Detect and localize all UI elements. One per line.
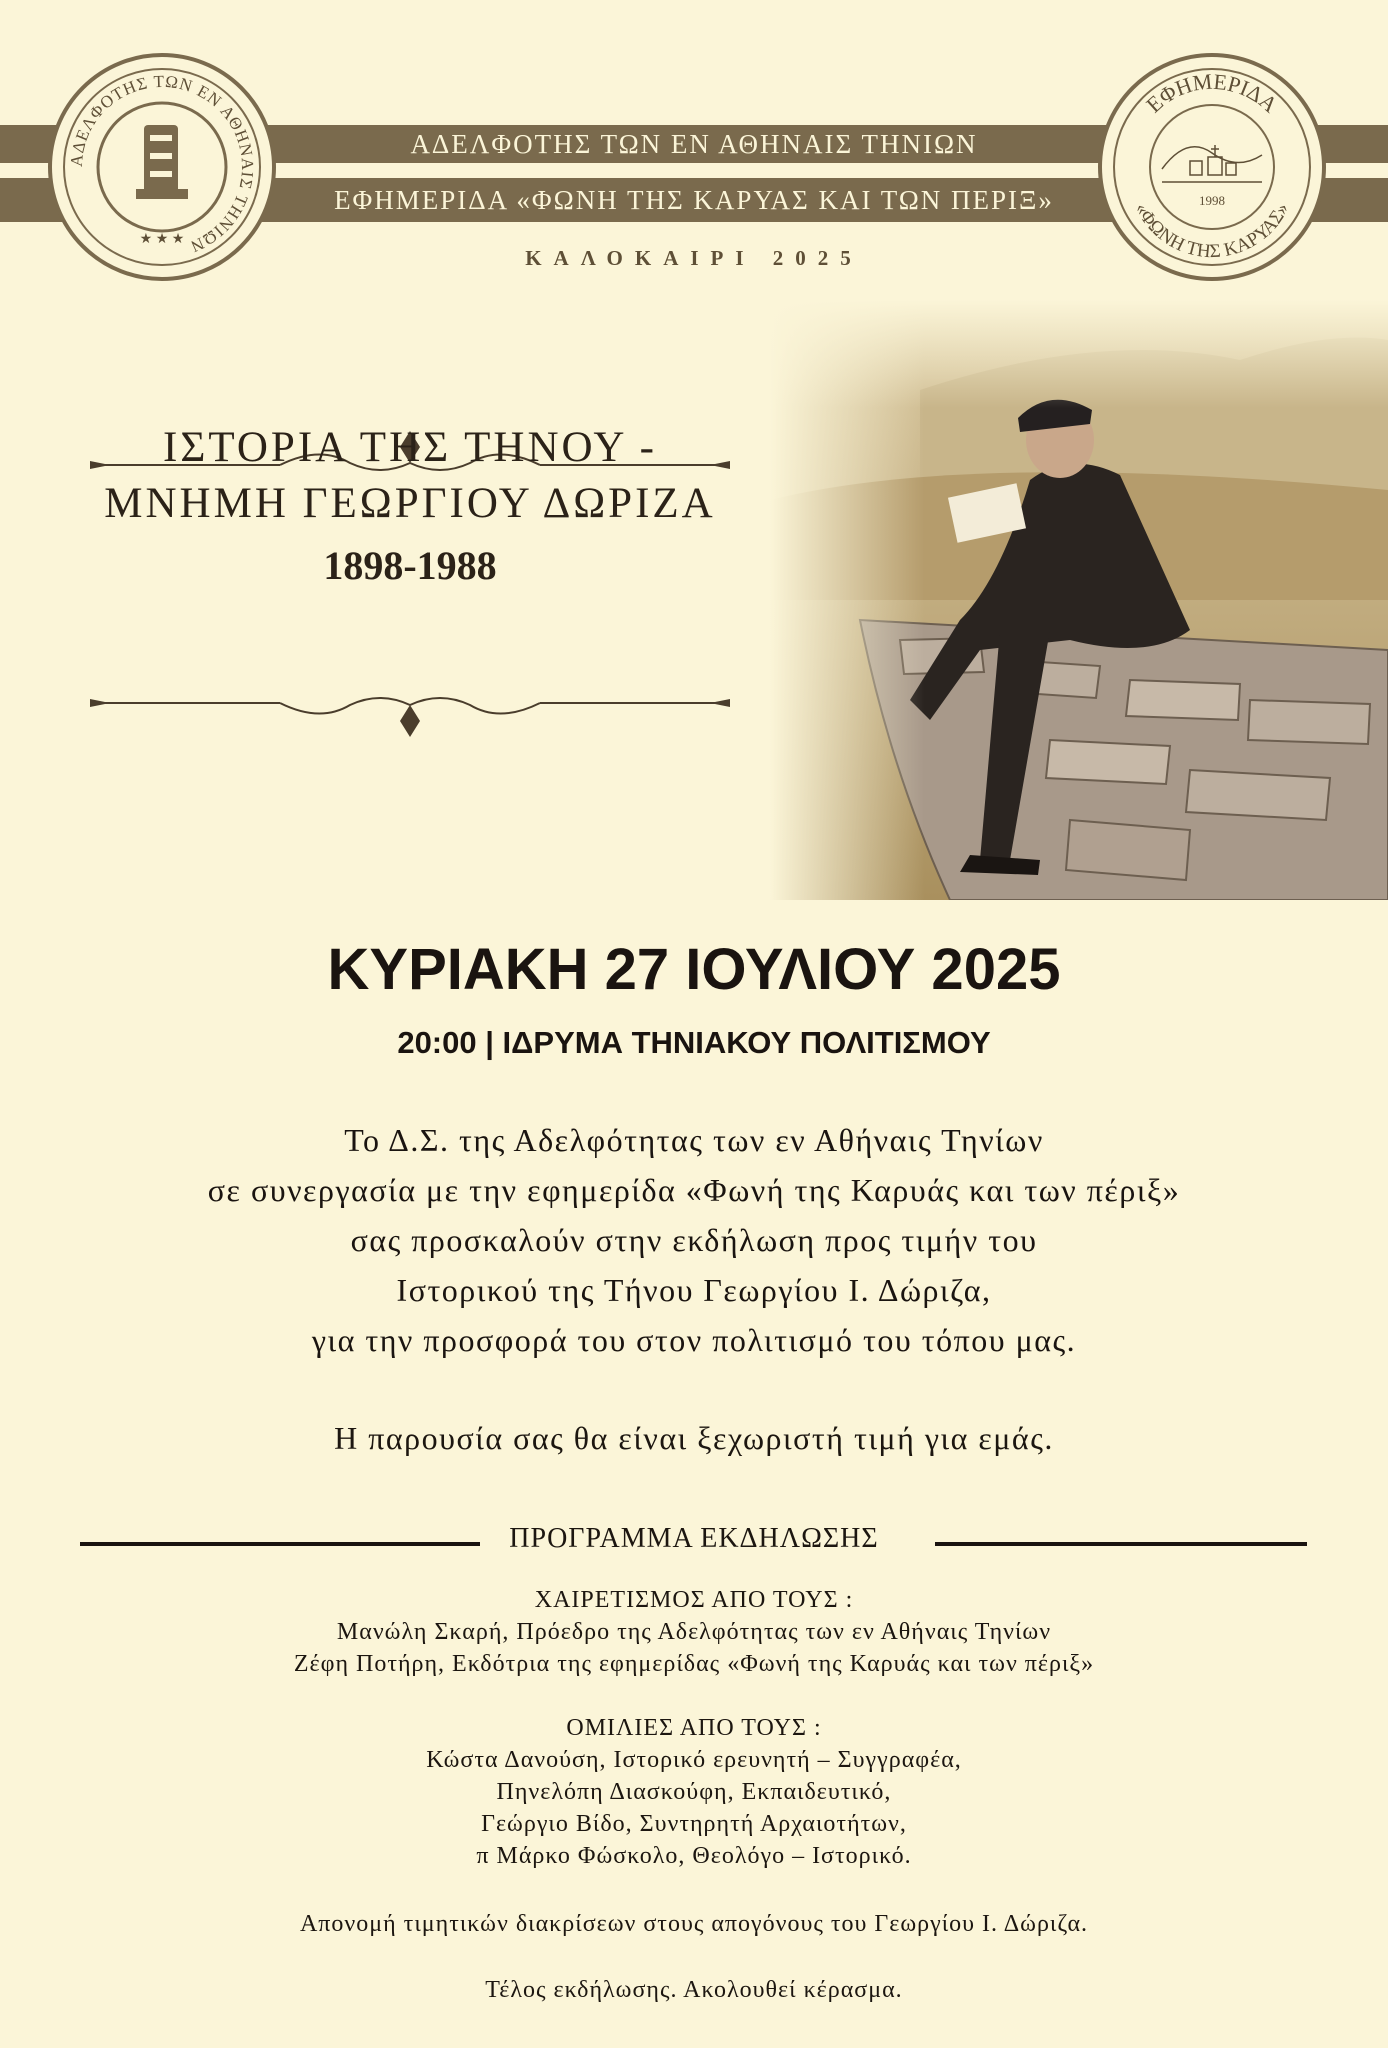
invitation-line: σας προσκαλούν στην εκδήλωση προς τιμήν του	[350, 1222, 1038, 1258]
season-label: ΚΑΛΟΚΑΙΡΙ 2025	[525, 246, 863, 270]
association-name: ΑΔΕΛΦΟΤΗΣ ΤΩΝ ΕΝ ΑΘΗΝΑΙΣ ΤΗΝΙΩΝ	[410, 129, 978, 159]
ornament-bottom-icon	[90, 683, 730, 743]
svg-text:«ΦΩΝΗ ΤΗΣ ΚΑΡΥΑΣ»	[1131, 200, 1294, 263]
invitation-line: σε συνεργασία με την εφημερίδα «Φωνή της Καρυάς και των πέριξ»	[207, 1172, 1181, 1208]
historian-photo	[770, 300, 1388, 900]
seal-year: 1998	[1199, 193, 1225, 208]
speaker-item: Κώστα Δανούση, Ιστορικό ερευνητή – Συγγραφέα,	[426, 1747, 962, 1773]
ending-text: Τέλος εκδήλωσης. Ακολουθεί κέρασμα.	[485, 1977, 903, 2003]
program-heading: ΠΡΟΓΡΑΜΜΑ ΕΚΔΗΛΩΣΗΣ	[509, 1523, 879, 1554]
invitation-text	[0, 1115, 1388, 1365]
seal-top-text: ΕΦΗΜΕΡΙΔΑ	[1141, 68, 1283, 118]
title-line-2: ΜΝΗΜΗ ΓΕΩΡΓΙΟΥ ΔΩΡΙΖΑ	[104, 480, 716, 527]
speaker-item: Πηνελόπη Διασκούφη, Εκπαιδευτικό,	[496, 1779, 892, 1805]
newspaper-seal-logo	[1098, 53, 1326, 281]
newspaper-name: ΕΦΗΜΕΡΙΔΑ «ΦΩΝΗ ΤΗΣ ΚΑΡΥΑΣ ΚΑΙ ΤΩΝ ΠΕΡΙΞ»	[334, 185, 1054, 215]
event-time-venue: 20:00 | ΙΔΡΥΜΑ ΤΗΝΙΑΚΟΥ ΠΟΛΙΤΙΣΜΟΥ	[397, 1025, 991, 1060]
invitation-line: Το Δ.Σ. της Αδελφότητας των εν Αθήναις Τηνίων	[344, 1122, 1044, 1158]
title-line-1: ΙΣΤΟΡΙΑ ΤΗΣ ΤΗΝΟΥ -	[163, 424, 657, 471]
event-date: ΚΥΡΙΑΚΗ 27 ΙΟΥΛΙΟΥ 2025	[327, 937, 1061, 1002]
seal-stars: ★ ★ ★	[139, 232, 185, 247]
speeches-heading: ΟΜΙΛΙΕΣ ΑΠΟ ΤΟΥΣ :	[566, 1715, 822, 1741]
speeches-section	[0, 1712, 1388, 1872]
association-seal-logo	[48, 53, 276, 281]
greeting-item: Μανώλη Σκαρή, Πρόεδρο της Αδελφότητας των εν Αθήναις Τηνίων	[336, 1619, 1052, 1645]
greetings-section	[0, 1584, 1388, 1680]
greetings-heading: ΧΑΙΡΕΤΙΣΜΟΣ ΑΠΟ ΤΟΥΣ :	[534, 1587, 854, 1613]
invitation-closing: Η παρουσία σας θα είναι ξεχωριστή τιμή για εμάς.	[334, 1420, 1054, 1456]
seal-ring-text: ΑΔΕΛΦΟΤΗΣ ΤΩΝ ΕΝ ΑΘΗΝΑΙΣ ΤΗΝΙΩΝ	[66, 71, 258, 257]
awards-text: Απονομή τιμητικών διακρίσεων στους απογόνους του Γεωργίου Ι. Δώριζα.	[299, 1911, 1089, 1937]
event-title	[60, 420, 760, 592]
newspaper-seal-icon	[1102, 57, 1322, 277]
greeting-item: Ζέφη Ποτήρη, Εκδότρια της εφημερίδας «Φωνή της Καρυάς και των πέριξ»	[293, 1651, 1095, 1677]
title-years: 1898-1988	[323, 543, 497, 588]
seal-bottom-text: «ΦΩΝΗ ΤΗΣ ΚΑΡΥΑΣ»	[1130, 199, 1294, 263]
speaker-item: π Μάρκο Φώσκολο, Θεολόγο – Ιστορικό.	[476, 1843, 912, 1869]
speaker-item: Γεώργιο Βίδο, Συντηρητή Αρχαιοτήτων,	[481, 1811, 907, 1837]
invitation-line: για την προσφορά του στον πολιτισμό του τόπου μας.	[311, 1322, 1077, 1358]
association-seal-icon	[52, 57, 272, 277]
svg-text:ΕΦΗΜΕΡΙΔΑ	[1141, 69, 1282, 118]
invitation-line: Ιστορικού της Τήνου Γεωργίου Ι. Δώριζα,	[396, 1272, 992, 1308]
